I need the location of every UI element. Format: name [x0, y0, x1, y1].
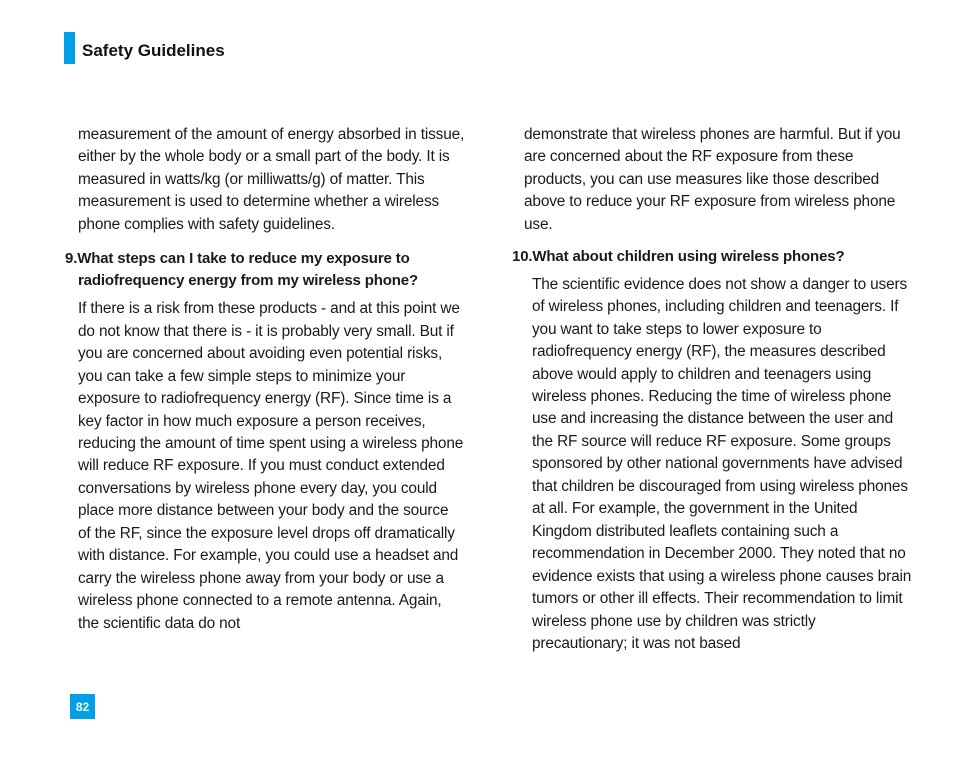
question-9-heading	[65, 248, 465, 291]
continued-paragraph: demonstrate that wireless phones are harmful. But if you are concerned about the RF exposure from these products, you can use measures like those described above to reduce your RF exposure from wireless phone use.	[524, 126, 901, 233]
question-10-heading: 10.What about children using wireless phones?	[512, 248, 845, 266]
page-number-badge: 82	[70, 694, 95, 719]
page-title: Safety Guidelines	[82, 41, 225, 60]
question-9-answer: If there is a risk from these products - and at this point we do not know that there is - it is probably very small. But if you are concerned about avoiding even potential risks, you can take a few simple steps to minimize your exposure to radiofrequency energy (RF). Since time is a key factor in how much exposure a person receives, reducing the amount of time spent using a wireless phone will reduce RF exposure. If you must conduct extended conversations by wireless phone every day, you could place more distance between your body and the source of the RF, since the exposure level drops off dramatically with distance. For example, you could use a headset and carry the wireless phone away from your body or use a wireless phone connected to a remote antenna. Again, the scientific data do not	[78, 300, 464, 632]
right-column	[512, 124, 912, 655]
question-9-line-2: radiofrequency energy from my wireless phone?	[78, 271, 419, 289]
question-10-answer: The scientific evidence does not show a danger to users of wireless phones, including children and teenagers. If you want to take steps to lower exposure to radiofrequency energy (RF), the measures described above would apply to children and teenagers using wireless phones. Reducing the time of wireless phone use and increasing the distance between the user and the RF source will reduce RF exposure. Some groups sponsored by other national governments have advised that children be discouraged from using wireless phones at all. For example, the government in the United Kingdom distributed leaflets containing such a recommendation in December 2000. They noted that no evidence exists that using a wireless phone causes brain tumors or other ill effects. Their recommendation to limit wireless phone use by children was strictly precautionary; it was not based	[532, 275, 912, 653]
header-accent-bar	[64, 32, 75, 64]
left-column	[65, 124, 465, 635]
question-9-line-1: 9.What steps can I take to reduce my exposure to	[65, 250, 410, 268]
intro-paragraph: measurement of the amount of energy absorbed in tissue, either by the whole body or a small part of the body. It is measured in watts/kg (or milliwatts/g) of matter. This measurement is used to determine whether a wireless phone complies with safety guidelines.	[78, 126, 465, 233]
